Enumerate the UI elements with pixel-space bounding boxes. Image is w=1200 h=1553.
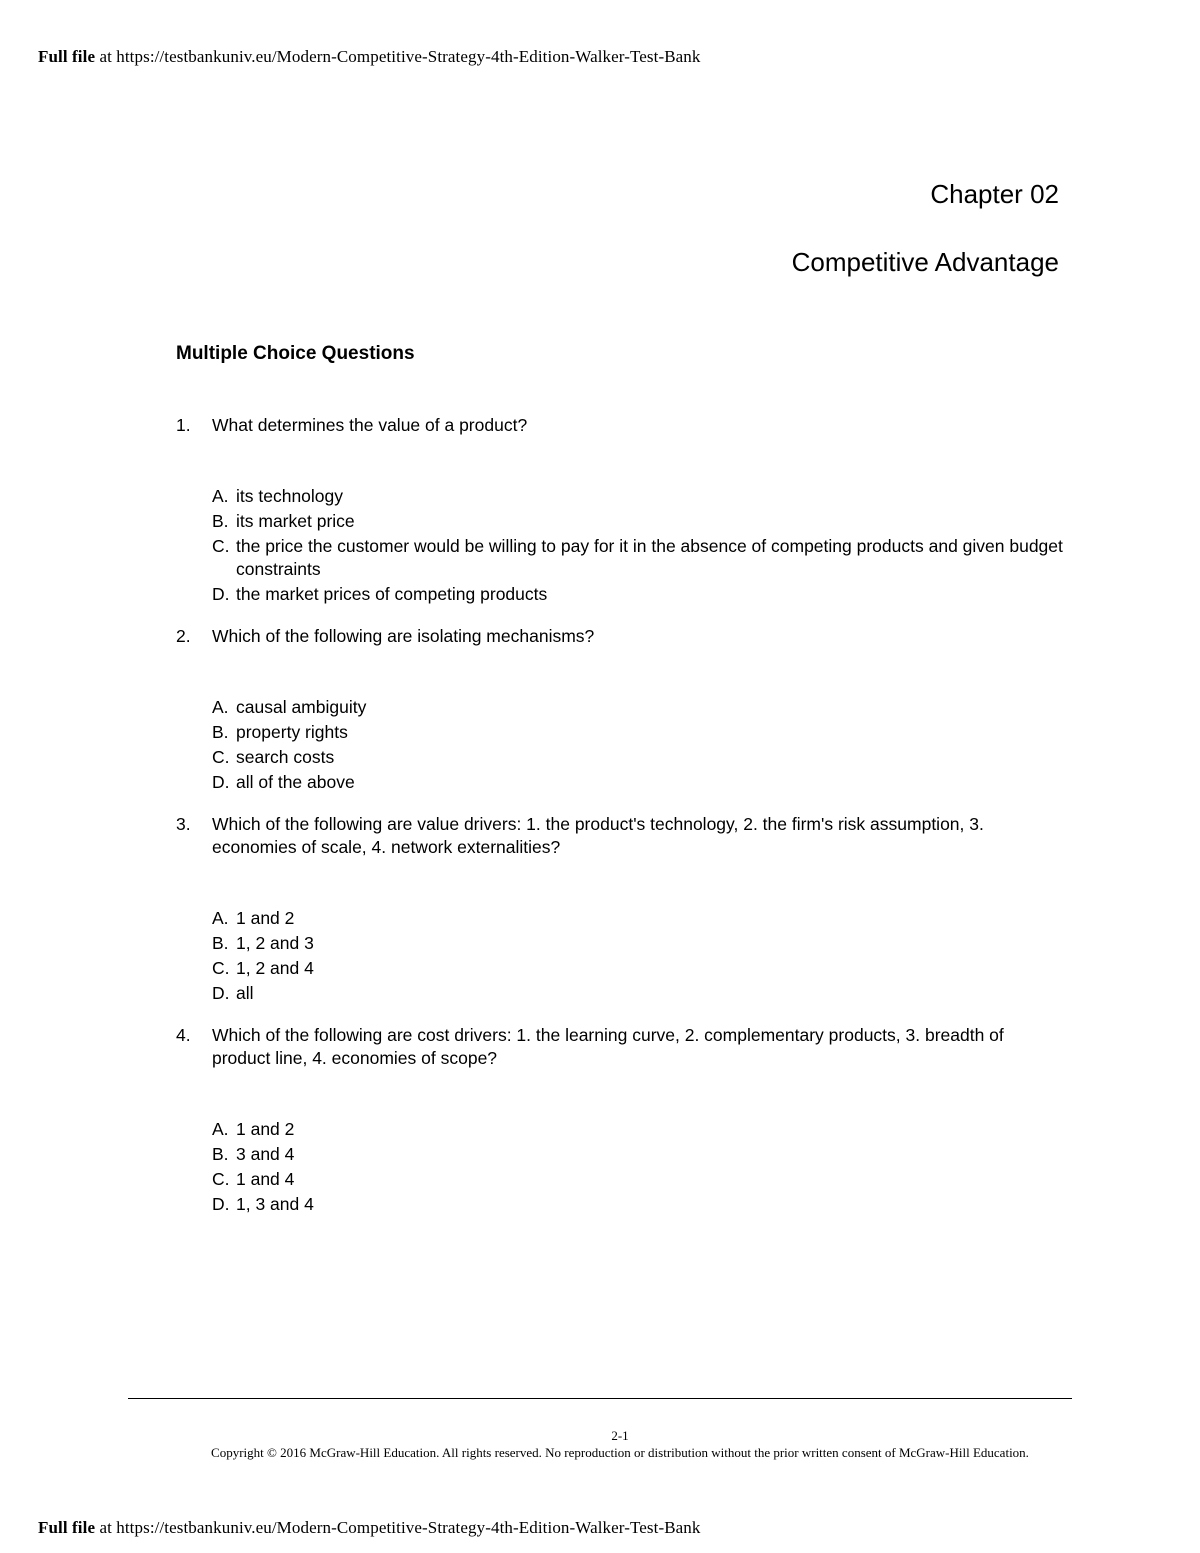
choice-letter: B. [212,511,229,531]
question-item [176,1024,1066,1216]
answer-choice [212,1193,1066,1216]
choice-text: 1 and 2 [236,908,295,928]
copyright-notice: Copyright © 2016 McGraw-Hill Education. All rights reserved. No reproduction or distribution without the prior written consent of McGraw-Hill Education. [211,1445,1029,1460]
section-heading: Multiple Choice Questions [176,343,415,364]
choice-text: the price the customer would be willing to pay for it in the absence of competing products and given budget constraints [236,536,1063,579]
question-text: Which of the following are value drivers: 1. the product's technology, 2. the firm's risk assumption, 3. economies of scale, 4. network externalities? [212,814,984,857]
choice-text: its market price [236,511,355,531]
choice-letter: B. [212,1144,229,1164]
choice-letter: C. [212,536,230,556]
chapter-subject: Competitive Advantage [791,247,1059,277]
choice-letter: A. [212,486,229,506]
answer-choice [212,932,1066,955]
answer-choice [212,583,1066,606]
answer-choice [212,535,1066,581]
question-text: Which of the following are isolating mechanisms? [212,626,595,646]
choice-letter: D. [212,584,230,604]
choice-text: the market prices of competing products [236,584,548,604]
answer-choice [212,1143,1066,1166]
choice-text: 1, 2 and 3 [236,933,314,953]
chapter-title: Chapter 02 [930,179,1059,209]
choice-text: 1, 3 and 4 [236,1194,314,1214]
question-number: 1. [176,415,191,435]
banner-link-text: at https://testbankuniv.eu/Modern-Competitive-Strategy-4th-Edition-Walker-Test-Bank [95,1518,701,1537]
page-number: 2-1 [611,1428,629,1443]
question-number: 2. [176,626,191,646]
choice-letter: D. [212,983,230,1003]
bottom-banner [38,1518,701,1538]
answer-choice [212,1118,1066,1141]
choice-letter: C. [212,1169,230,1189]
choice-letter: D. [212,772,230,792]
question-item [176,414,1066,606]
choice-letter: D. [212,1194,230,1214]
choice-text: its technology [236,486,344,506]
question-list [176,414,1066,1235]
question-item [176,813,1066,1005]
answer-choice [212,1168,1066,1191]
question-item [176,625,1066,794]
choice-text: search costs [236,747,335,767]
choice-letter: A. [212,697,229,717]
choice-letter: C. [212,747,230,767]
choice-text: 1 and 4 [236,1169,295,1189]
answer-choice [212,907,1066,930]
answer-choice [212,771,1066,794]
question-number: 3. [176,814,191,834]
choice-text: causal ambiguity [236,697,367,717]
answer-choice [212,721,1066,744]
answer-choice [212,957,1066,980]
question-text: Which of the following are cost drivers: 1. the learning curve, 2. complementary products, 3. breadth of product line, 4. economies of scope? [212,1025,1004,1068]
banner-link-text: at https://testbankuniv.eu/Modern-Competitive-Strategy-4th-Edition-Walker-Test-Bank [95,47,701,66]
choice-letter: C. [212,958,230,978]
top-banner [38,47,701,67]
banner-lead: Full file [38,47,96,66]
choice-text: property rights [236,722,348,742]
footer-divider [128,1398,1072,1399]
choice-letter: A. [212,1119,229,1139]
choice-letter: A. [212,908,229,928]
banner-lead: Full file [38,1518,96,1537]
choice-text: 3 and 4 [236,1144,295,1164]
page-footer [180,1428,1060,1461]
choice-text: all [236,983,254,1003]
answer-choice [212,696,1066,719]
question-number: 4. [176,1025,191,1045]
answer-choice [212,982,1066,1005]
choice-letter: B. [212,722,229,742]
choice-text: all of the above [236,772,355,792]
choice-text: 1 and 2 [236,1119,295,1139]
answer-choice [212,510,1066,533]
answer-choice [212,485,1066,508]
question-text: What determines the value of a product? [212,415,528,435]
choice-text: 1, 2 and 4 [236,958,314,978]
choice-letter: B. [212,933,229,953]
answer-choice [212,746,1066,769]
